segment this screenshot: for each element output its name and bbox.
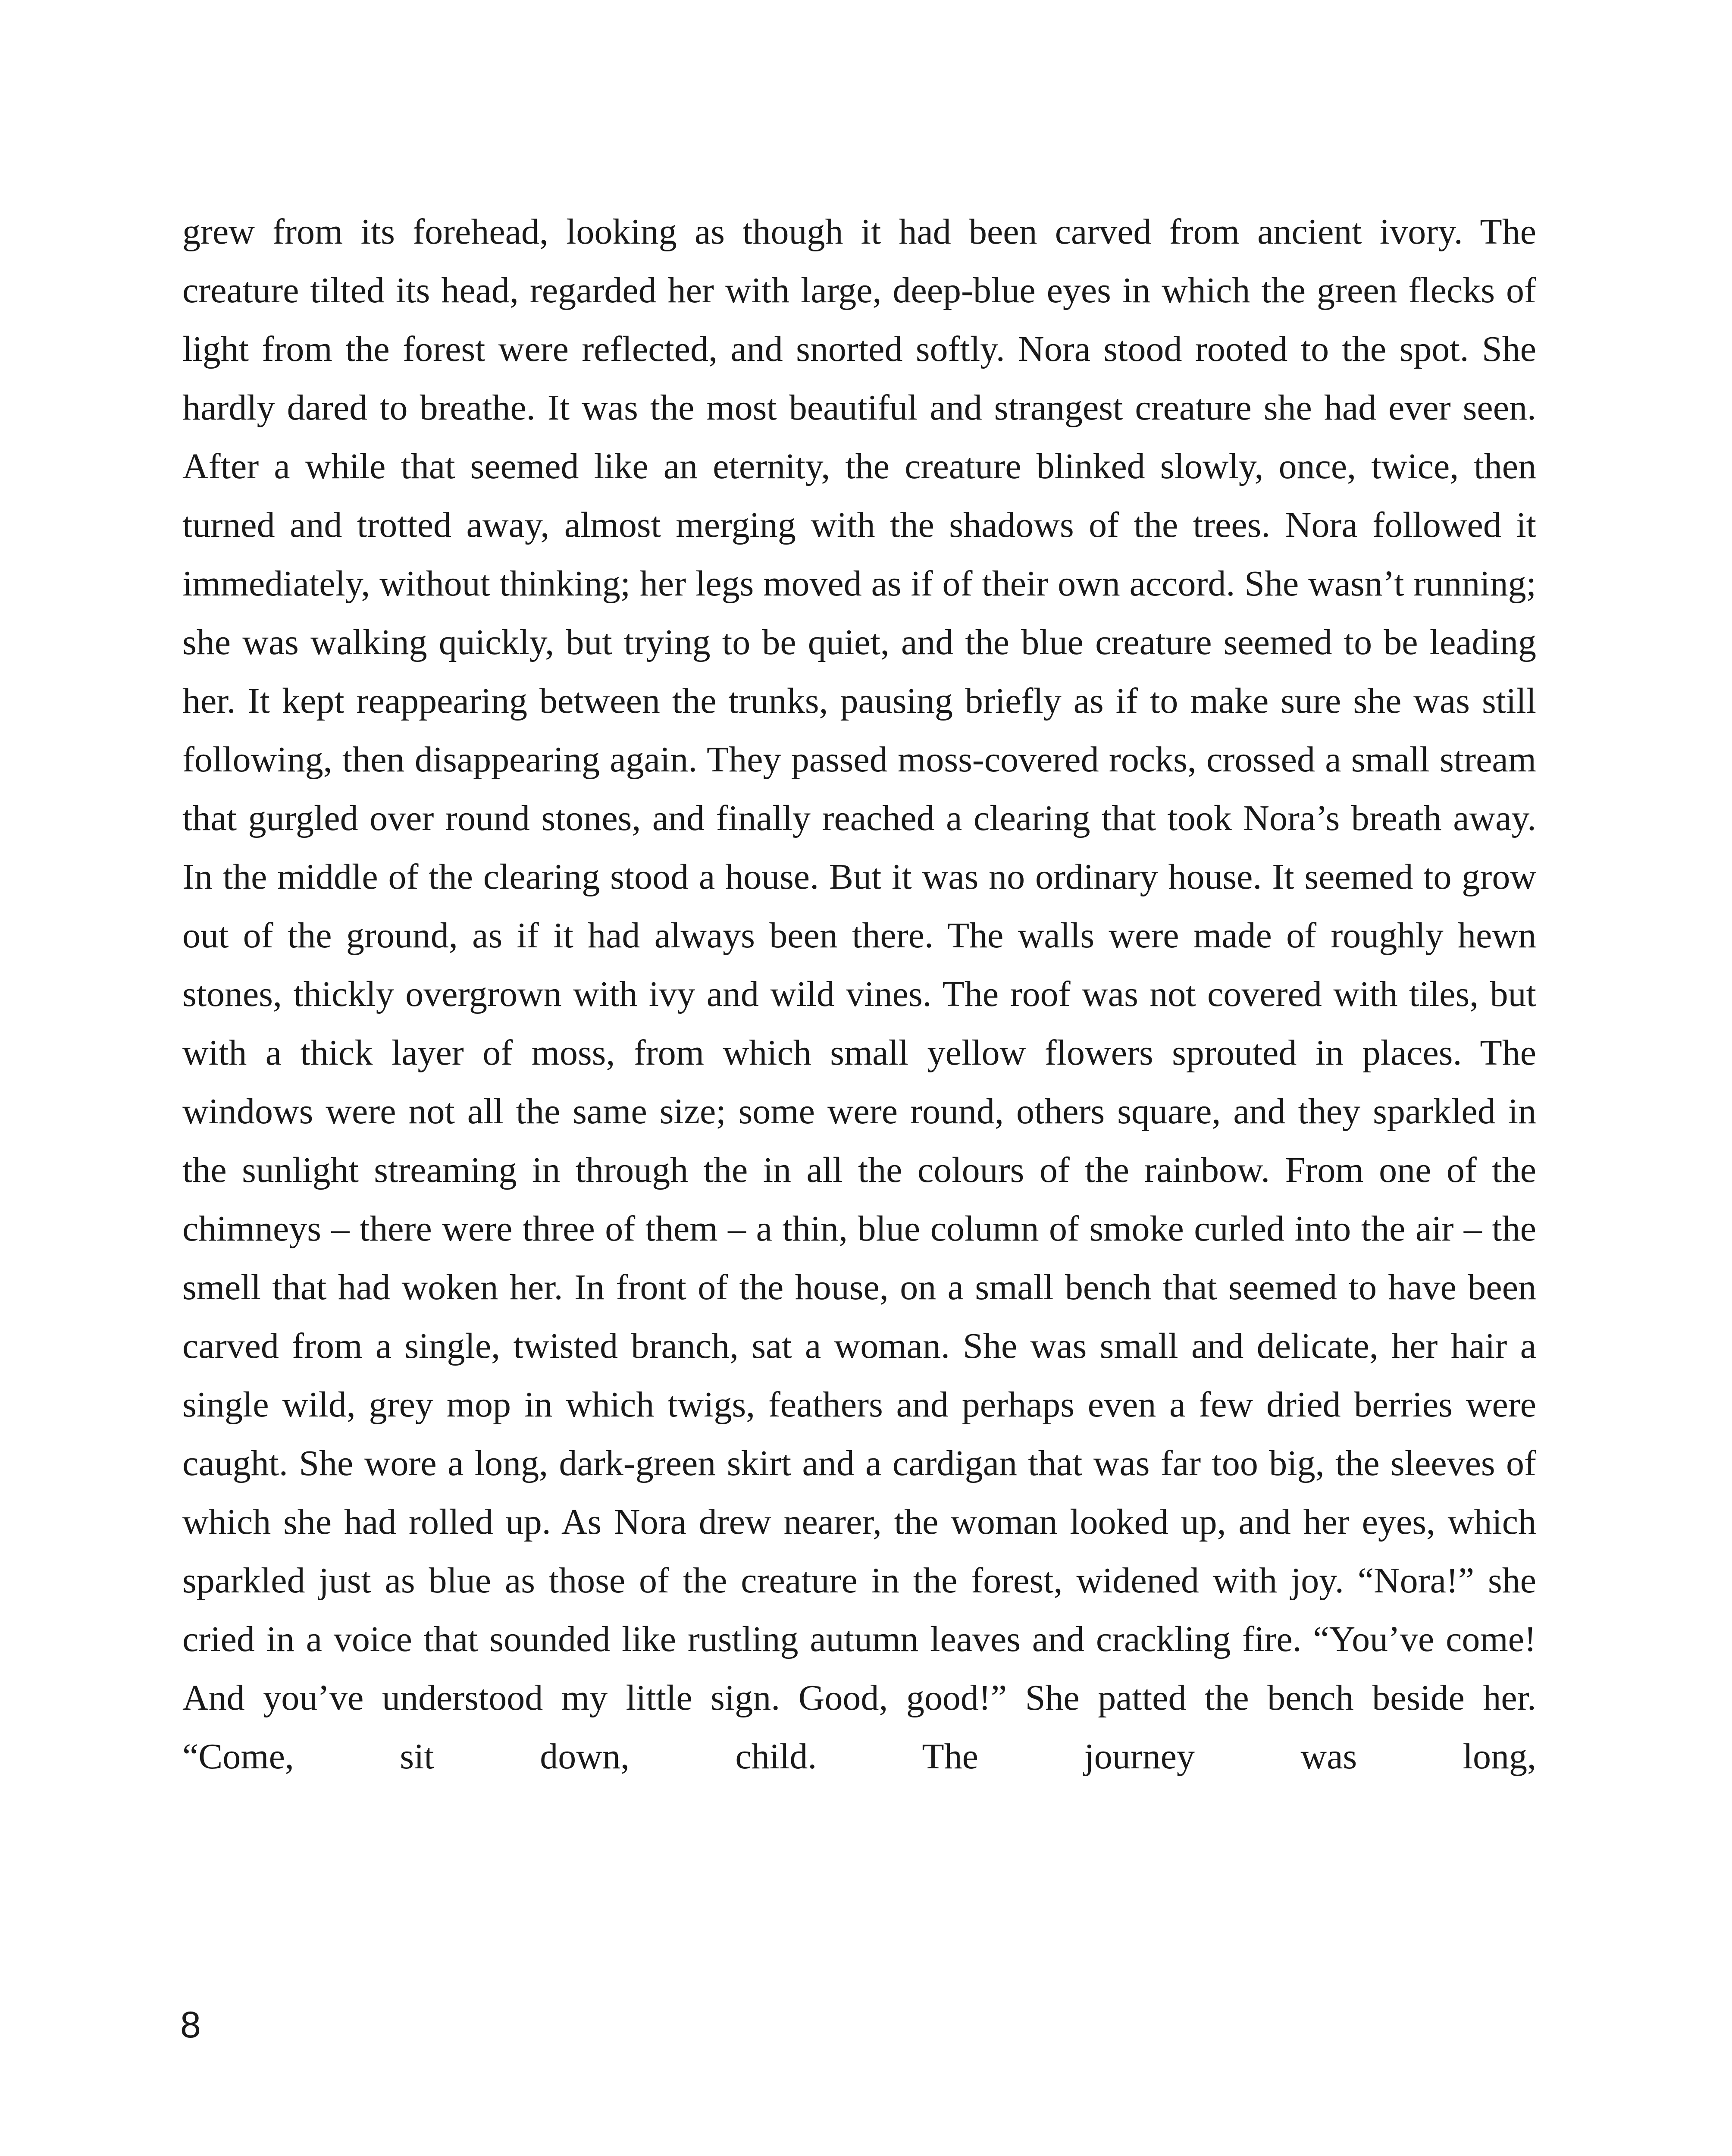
body-paragraph: grew from its forehead, looking as though it had been carved from ancient ivory. The creature tilted its head, regarded her with large, deep-blue eyes in which the green flecks of light from the forest were reflected, and snorted softly. Nora stood rooted to the spot. She hardly dared to breathe. It was the most beautiful and strangest creature she had ever seen. After a while that seemed like an eternity, the creature blinked slowly, once, twice, then turned and trotted away, almost merging with the shadows of the trees. Nora followed it immediately, without thinking; her legs moved as if of their own accord. She wasn’t running; she was walking quickly, but trying to be quiet, and the blue creature seemed to be leading her. It kept reappearing between the trunks, pausing briefly as if to make sure she was still following, then disappearing again. They passed moss-covered rocks, crossed a small stream that gurgled over round stones, and finally reached a clearing that took Nora’s breath away. In the middle of the clearing stood a house. But it was no ordinary house. It seemed to grow out of the ground, as if it had always been there. The walls were made of roughly hewn stones, thickly overgrown with ivy and wild vines. The roof was not covered with tiles, but with a thick layer of moss, from which small yellow flowers sprouted in places. The windows were not all the same size; some were round, others square, and they sparkled in the sunlight streaming in through the in all the colours of the rainbow. From one of the chimneys – there were three of them – a thin, blue column of smoke curled into the air – the smell that had woken her. In front of the house, on a small bench that seemed to have been carved from a single, twisted branch, sat a woman. She was small and delicate, her hair a single wild, grey mop in which twigs, feathers and perhaps even a few dried berries were caught. She wore a long, dark-green skirt and a cardigan that was far too big, the sleeves of which she had rolled up. As Nora drew nearer, the woman looked up, and her eyes, which sparkled just as blue as those of the creature in the forest, widened with joy. “Nora!” she cried in a voice that sounded like rustling autumn leaves and crackling fire. “You’ve come! And you’ve understood my little sign. Good, good!” She patted the bench beside her. “Come, sit down, child. The journey was long, (182, 212, 1536, 1777)
page-number: 8 (180, 2004, 201, 2046)
